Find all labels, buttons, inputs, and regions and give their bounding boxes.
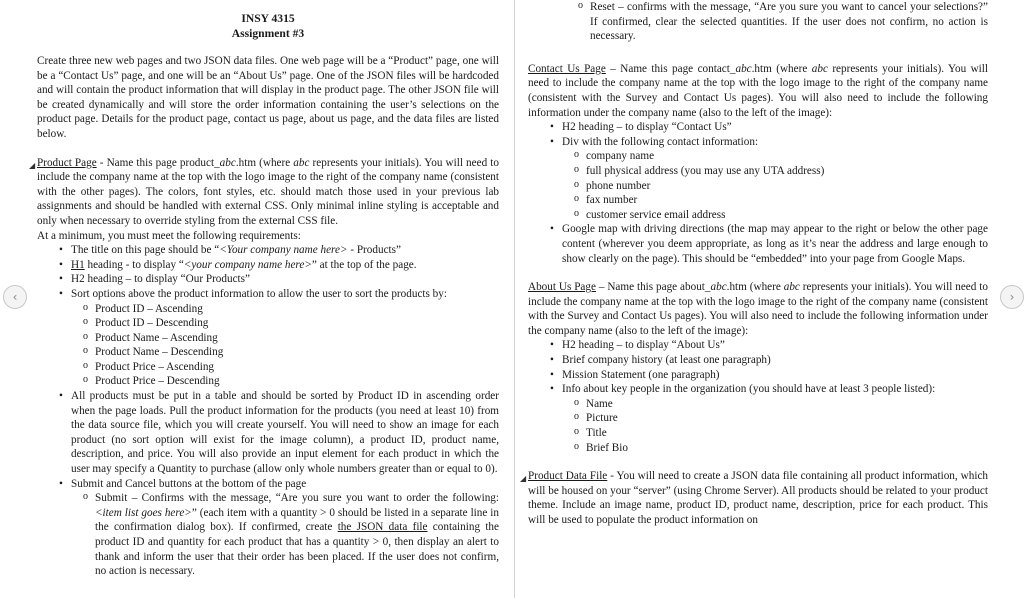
list-item: • Submit and Cancel buttons at the bottom of the page bbox=[59, 477, 499, 492]
text: Submit – Confirms with the message, “Are you sure you want to order the following: bbox=[95, 492, 499, 505]
text: .htm (where bbox=[726, 281, 784, 294]
text: <item list goes here> bbox=[95, 506, 192, 519]
list-item: • Sort options above the product information to allow the user to sort the products by: bbox=[59, 287, 499, 302]
text: containing the product ID and quantity for each product that has a quantity > 0, then display an alert to thank and inform the user that their order has been placed. If the user does not confirm, no action is necessary. bbox=[95, 521, 499, 578]
text: abc bbox=[811, 62, 828, 75]
list-item: • Div with the following contact information: bbox=[550, 135, 988, 150]
text: ” (each item with a quantity > 0 should be listed in a separate line in the confirmation dialog box). If confirmed, create bbox=[95, 506, 499, 534]
sort-option: o Product Name – Ascending bbox=[83, 331, 499, 346]
contact-item: o phone number bbox=[574, 179, 988, 194]
list-item: • All products must be put in a table and should be sorted by Product ID in ascending order when the page loads. Pull the product information for the products (you need at least 10) from the data source file, which you will create yourself. You will need to show an image for each product (no sort option will exist for the image column), a product ID, product name, description, and price. You will also provide an input element for each product in which the user may specify a Quantity to purchase (allow only whole numbers greater than or equal to 0). bbox=[59, 389, 499, 477]
text: .htm (where bbox=[751, 62, 812, 75]
text: represents your initials). You will need to include the company name at the top with the logo image to the right of the company name (consistent with the Survey and Contact Us pages). You will also need to include the following information under the company name (also to the left of the image): bbox=[528, 62, 989, 119]
people-item: o Title bbox=[574, 426, 988, 441]
submit-requirement bbox=[83, 491, 499, 579]
list-item: • Info about key people in the organization (you should have at least 3 people listed): bbox=[550, 382, 988, 397]
about-page-heading: About Us Page bbox=[528, 281, 596, 294]
collapse-triangle-icon[interactable]: ◢ bbox=[520, 474, 527, 484]
data-file-heading: Product Data File bbox=[528, 470, 608, 483]
contact-item: o company name bbox=[574, 149, 988, 164]
sort-option: o Product Name – Descending bbox=[83, 345, 499, 360]
left-column bbox=[29, 0, 499, 579]
contact-item: o full physical address (you may use any UTA address) bbox=[574, 164, 988, 179]
text: <your company name here> bbox=[183, 258, 312, 271]
product-page-heading: Product Page bbox=[37, 156, 97, 169]
text: abc bbox=[735, 62, 752, 75]
list-item bbox=[59, 243, 499, 258]
contact-item: o fax number bbox=[574, 193, 988, 208]
assignment-title: Assignment #3 bbox=[231, 27, 305, 40]
text: .htm (where bbox=[235, 156, 294, 169]
contact-item: o customer service email address bbox=[574, 208, 988, 223]
sort-option: o Product ID – Descending bbox=[83, 316, 499, 331]
text: <Your company name here> bbox=[219, 244, 348, 257]
people-item: o Name bbox=[574, 397, 988, 412]
right-column bbox=[520, 0, 989, 528]
contact-page-heading: Contact Us Page bbox=[528, 62, 606, 75]
list-item bbox=[59, 258, 499, 273]
text: abc bbox=[219, 156, 236, 169]
sort-option: o Product ID – Ascending bbox=[83, 302, 499, 317]
text: ” at the top of the page. bbox=[311, 258, 417, 271]
text: abc bbox=[293, 156, 310, 169]
list-item: • Mission Statement (one paragraph) bbox=[550, 368, 988, 383]
list-item: • Google map with driving directions (the map may appear to the right or below the other page content (wherever you deem appropriate, as long as it’s near the address and large enough to show clearly on the page). This should be “embedded” into your page from Google Maps. bbox=[550, 222, 988, 266]
previous-page-icon[interactable]: ‹ bbox=[3, 285, 27, 309]
column-divider bbox=[514, 0, 515, 598]
collapse-triangle-icon[interactable]: ◢ bbox=[29, 160, 36, 170]
product-page-paragraph bbox=[29, 156, 499, 229]
list-item: • H2 heading – to display “Our Products” bbox=[59, 272, 499, 287]
people-item: o Picture bbox=[574, 411, 988, 426]
text: the JSON data file bbox=[337, 521, 428, 534]
course-title: INSY 4315 bbox=[241, 12, 295, 25]
reset-requirement: o Reset – confirms with the message, “Are you sure you want to cancel your selections?” If confirmed, clear the selected quantities. If the user does not confirm, no action is necessary. bbox=[578, 0, 988, 44]
list-item: • Brief company history (at least one paragraph) bbox=[550, 353, 988, 368]
text: heading - to display “ bbox=[84, 258, 184, 271]
sort-option: o Product Price – Descending bbox=[83, 374, 499, 389]
people-item: o Brief Bio bbox=[574, 441, 988, 456]
next-page-icon[interactable]: › bbox=[1000, 285, 1024, 309]
list-item: • H2 heading – to display “Contact Us” bbox=[550, 120, 988, 135]
minimum-requirements: At a minimum, you must meet the following requirements: bbox=[37, 229, 301, 242]
text: - Name this page product_ bbox=[96, 156, 220, 169]
text: – Name this page contact_ bbox=[605, 62, 736, 75]
contact-page-paragraph bbox=[528, 62, 988, 120]
text: - You will need to create a JSON data file containing all product information, which will be housed on your “server” (using Chrome Server). All products should be related to your product theme. Include an image name, product ID, product name, description, price for each product. This will be used to populate the product information on bbox=[528, 470, 989, 526]
text: abc bbox=[783, 281, 800, 294]
sort-option: o Product Price – Ascending bbox=[83, 360, 499, 375]
about-page-paragraph bbox=[528, 280, 988, 338]
text: The title on this page should be “ bbox=[71, 244, 220, 257]
text: – Name this page about_ bbox=[595, 281, 711, 294]
text: represents your initials). You will need to include the company name at the top with the logo image to the right of the company name (consistent with the other pages). The colors, font styles, etc. should match those used in your previous lab assignments and should be handled with external CSS. Only minimal inline styling is acceptable and only when necessary to override styling from the external CSS file. bbox=[37, 156, 499, 227]
text: H1 bbox=[71, 258, 85, 271]
list-item: • H2 heading – to display “About Us” bbox=[550, 338, 988, 353]
text: abc bbox=[710, 281, 727, 294]
intro-paragraph: Create three new web pages and two JSON data files. One web page will be a “Product” page, one will be a “Contact Us” page, and one will be an “About Us” page. One of the JSON files will be hardcoded and will contain the product information that will display in the product page. The other JSON file will be created dynamically and will store the order information containing the user’s selections on the product page. Details for the product page, contact us page, about us page, and the data files are listed below. bbox=[37, 55, 499, 140]
text: represents your initials). You will need to include the company name at the top with the logo image to the right of the company name (consistent with the Survey and Contact Us pages). You will also need to include the following information under the company name (also to the left of the image): bbox=[528, 281, 988, 337]
text: - Products” bbox=[347, 244, 401, 257]
data-file-paragraph bbox=[520, 469, 989, 527]
